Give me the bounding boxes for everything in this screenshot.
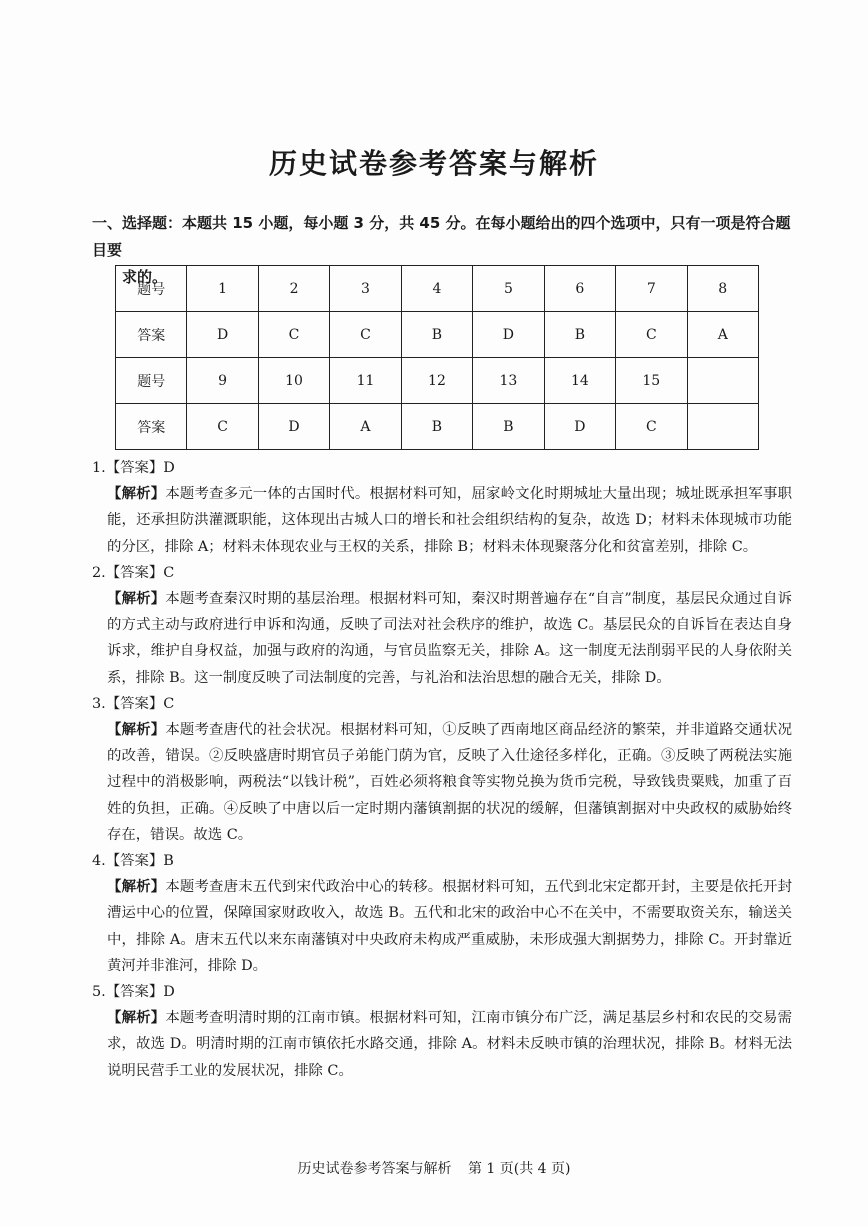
page-title: 历史试卷参考答案与解析 bbox=[268, 147, 599, 180]
answer-line-4: 4.【答案】B bbox=[92, 853, 174, 870]
table-cell: 题号 bbox=[116, 358, 187, 404]
table-cell: D bbox=[187, 312, 258, 358]
table-cell: 15 bbox=[616, 358, 687, 404]
explanation-tag: 【解析】 bbox=[107, 1009, 166, 1027]
table-cell: 2 bbox=[258, 266, 329, 312]
table-cell: C bbox=[616, 404, 687, 450]
table-cell: A bbox=[330, 404, 401, 450]
footer-page-number: 第 1 页(共 4 页) bbox=[467, 1161, 571, 1177]
table-row bbox=[116, 312, 759, 358]
table-cell: 11 bbox=[330, 358, 401, 404]
table-cell: B bbox=[544, 312, 615, 358]
table-cell bbox=[687, 404, 758, 450]
explanation-2 bbox=[92, 586, 792, 691]
footer-doc-title: 历史试卷参考答案与解析 bbox=[297, 1161, 452, 1177]
table-cell: D bbox=[544, 404, 615, 450]
table-cell: 14 bbox=[544, 358, 615, 404]
explanations bbox=[92, 455, 792, 1084]
table-cell: D bbox=[258, 404, 329, 450]
explanation-5 bbox=[92, 1005, 792, 1084]
explanation-3 bbox=[92, 717, 792, 848]
section-heading-line2: 求的。 bbox=[122, 268, 168, 286]
page-footer bbox=[0, 1158, 868, 1178]
table-cell: 13 bbox=[473, 358, 544, 404]
table-row bbox=[116, 404, 759, 450]
answer-line-2: 2.【答案】C bbox=[92, 564, 175, 581]
table-row bbox=[116, 266, 759, 312]
answer-line-1: 1.【答案】D bbox=[92, 460, 175, 476]
explanation-text: 本题考查明清时期的江南市镇。根据材料可知，江南市镇分布广泛，满足基层乡村和农民的交易需求，故选 D。明清时期的江南市镇依托水路交通，排除 A。材料未反映市镇的治理状况，排除 B。材料无法说明民营手工业的发展状况，排除 C。 bbox=[107, 1010, 792, 1079]
table-cell: D bbox=[473, 312, 544, 358]
explanation-text: 本题考查唐代的社会状况。根据材料可知，①反映了西南地区商品经济的繁荣，并非道路交通状况的改善，错误。②反映盛唐时期官员子弟能门荫为官，反映了入仕途径多样化，正确。③反映了两税法实施过程中的消极影响，两税法“以钱计税”，百姓必须将粮食等实物兑换为货币完税，导致钱贵粟贱，加重了百姓的负担，正确。④反映了中唐以后一定时期内藩镇割据的状况的缓解，但藩镇割据对中央政权的威胁始终存在，错误。故选 C。 bbox=[107, 722, 792, 843]
table-cell: 4 bbox=[401, 266, 472, 312]
table-cell: 9 bbox=[187, 358, 258, 404]
table-cell: 10 bbox=[258, 358, 329, 404]
explanation-tag: 【解析】 bbox=[107, 721, 166, 739]
answer-table bbox=[115, 265, 759, 450]
table-cell: B bbox=[401, 312, 472, 358]
table-cell: C bbox=[187, 404, 258, 450]
table-cell bbox=[687, 358, 758, 404]
explanation-text: 本题考查多元一体的古国时代。根据材料可知，屈家岭文化时期城址大量出现；城址既承担军事职能，还承担防洪灌溉职能，这体现出古城人口的增长和社会组织结构的复杂，故选 D；材料未体现城市功能的分区，排除 A；材料未体现农业与王权的关系，排除 B；材料未体现聚落分化和贫富差别，排除 C。 bbox=[107, 486, 792, 555]
explanation-tag: 【解析】 bbox=[107, 590, 166, 608]
table-cell: B bbox=[401, 404, 472, 450]
answer-line-3: 3.【答案】C bbox=[92, 695, 175, 712]
table-cell: 6 bbox=[544, 266, 615, 312]
explanation-text: 本题考查唐末五代到宋代政治中心的转移。根据材料可知，五代到北宋定都开封，主要是依托开封漕运中心的位置，保障国家财政收入，故选 B。五代和北宋的政治中心不在关中，不需要取资关东，输送关中，排除 A。唐末五代以来东南藩镇对中央政府未构成严重威胁，未形成强大割据势力，排除 C。开封靠近黄河并非淮河，排除 D。 bbox=[107, 879, 792, 974]
table-cell: B bbox=[473, 404, 544, 450]
table-cell: C bbox=[330, 312, 401, 358]
table-cell: C bbox=[616, 312, 687, 358]
table-cell: 5 bbox=[473, 266, 544, 312]
explanation-1 bbox=[92, 481, 792, 560]
answer-line-5: 5.【答案】D bbox=[92, 984, 175, 1001]
section-heading-line1: 一、选择题：本题共 15 小题，每小题 3 分，共 45 分。在每小题给出的四个选项中，只有一项是符合题目要 bbox=[92, 214, 791, 259]
table-cell: 8 bbox=[687, 266, 758, 312]
table-cell: 答案 bbox=[116, 404, 187, 450]
table-cell: C bbox=[258, 312, 329, 358]
table-cell: 答案 bbox=[116, 312, 187, 358]
table-cell: 12 bbox=[401, 358, 472, 404]
table-cell: 1 bbox=[187, 266, 258, 312]
explanation-4 bbox=[92, 874, 792, 979]
explanation-tag: 【解析】 bbox=[107, 878, 166, 896]
table-cell: 3 bbox=[330, 266, 401, 312]
table-cell: 题号 bbox=[116, 266, 187, 312]
explanation-tag: 【解析】 bbox=[107, 485, 166, 503]
table-row bbox=[116, 358, 759, 404]
table-cell: 7 bbox=[616, 266, 687, 312]
table-cell: A bbox=[687, 312, 758, 358]
explanation-text: 本题考查秦汉时期的基层治理。根据材料可知，秦汉时期普遍存在“自言”制度，基层民众通过自诉的方式主动与政府进行申诉和沟通，反映了司法对社会秩序的维护，故选 C。基层民众的自诉旨在表达自身诉求，维护自身权益，加强与政府的沟通，与官员监察无关，排除 A。这一制度无法削弱平民的人身依附关系，排除 B。这一制度反映了司法制度的完善，与礼治和法治思想的融合无关，排除 D。 bbox=[107, 591, 792, 686]
